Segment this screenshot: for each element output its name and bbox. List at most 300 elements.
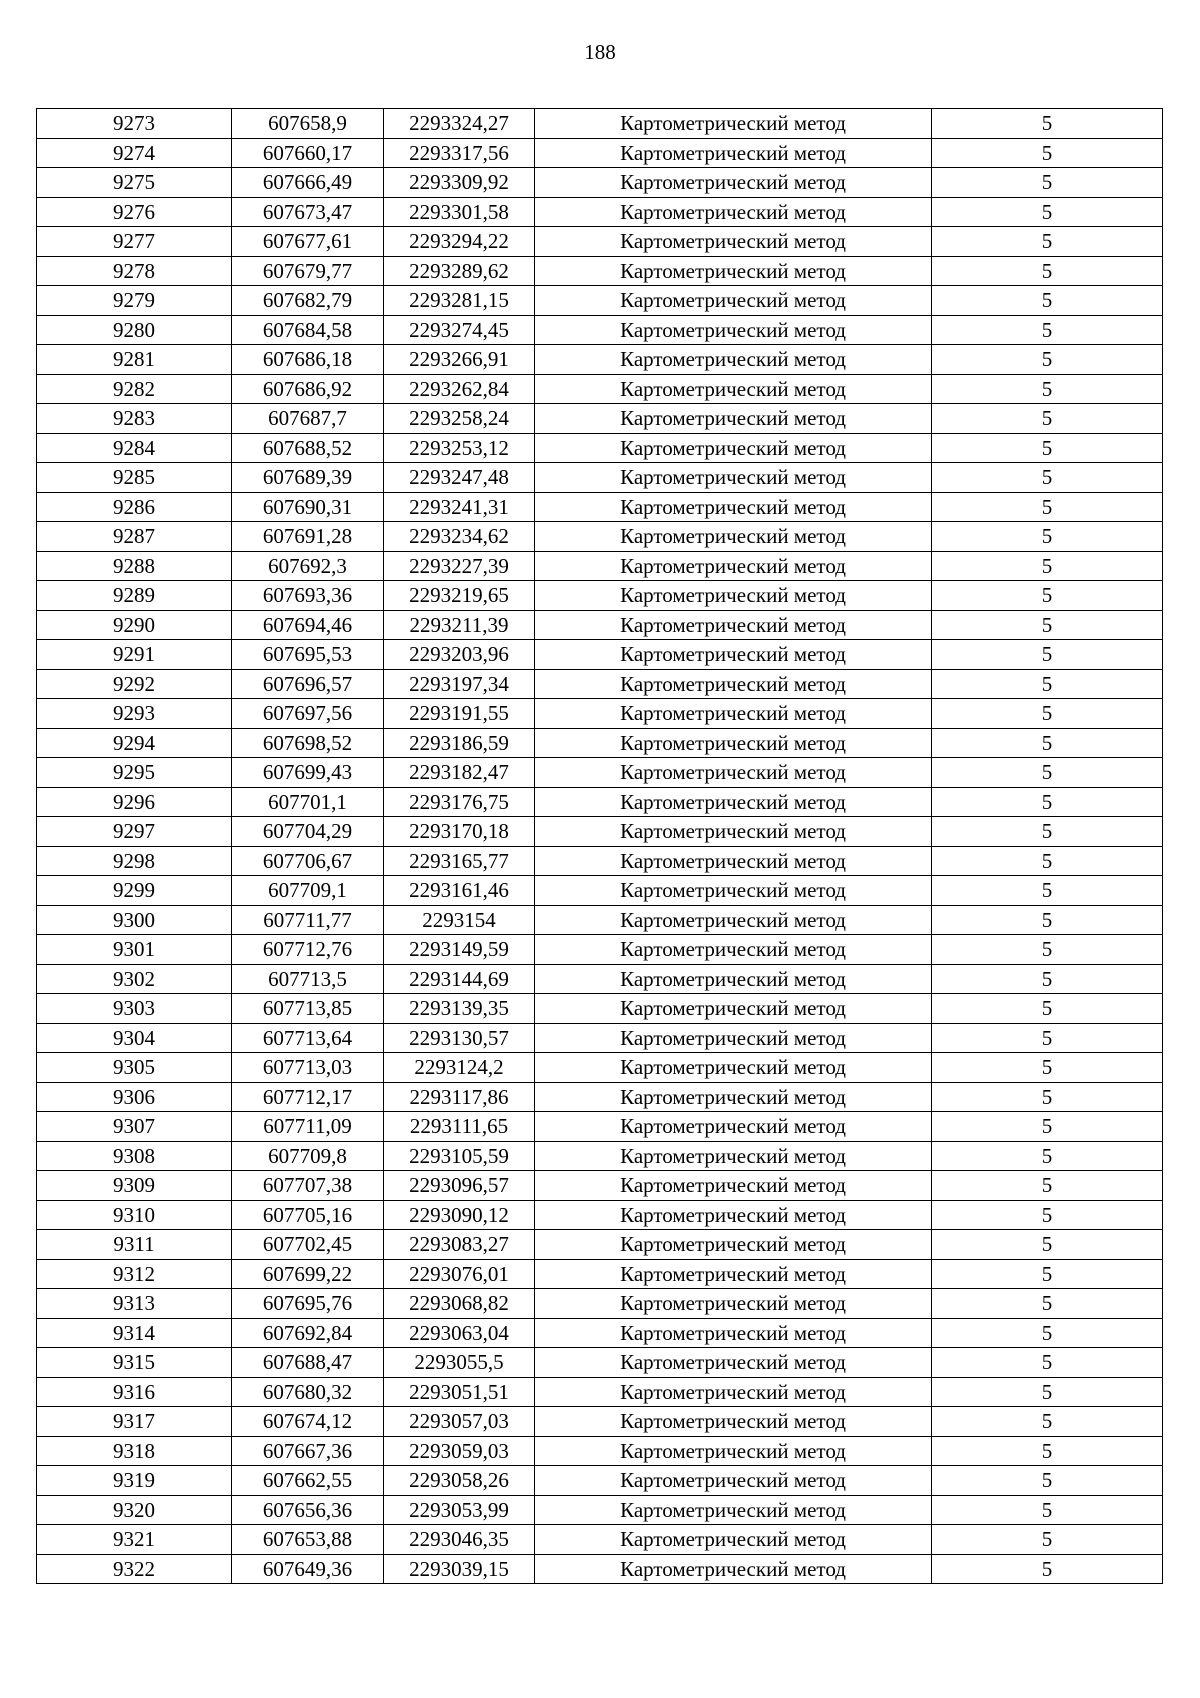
- method-cell: Картометрический метод: [535, 1053, 932, 1083]
- x-coordinate-cell: 607707,38: [232, 1171, 384, 1201]
- point-number-cell: 9305: [37, 1053, 232, 1083]
- y-coordinate-cell: 2293063,04: [384, 1318, 535, 1348]
- method-cell: Картометрический метод: [535, 1348, 932, 1378]
- point-number-cell: 9292: [37, 669, 232, 699]
- table-row: [37, 1259, 1163, 1289]
- x-coordinate-cell: 607709,8: [232, 1141, 384, 1171]
- accuracy-cell: 5: [932, 1141, 1163, 1171]
- method-cell: Картометрический метод: [535, 994, 932, 1024]
- table-row: [37, 286, 1163, 316]
- point-number-cell: 9302: [37, 964, 232, 994]
- table-row: [37, 905, 1163, 935]
- method-cell: Картометрический метод: [535, 227, 932, 257]
- y-coordinate-cell: 2293068,82: [384, 1289, 535, 1319]
- y-coordinate-cell: 2293096,57: [384, 1171, 535, 1201]
- point-number-cell: 9314: [37, 1318, 232, 1348]
- y-coordinate-cell: 2293130,57: [384, 1023, 535, 1053]
- table-row: [37, 817, 1163, 847]
- method-cell: Картометрический метод: [535, 758, 932, 788]
- accuracy-cell: 5: [932, 1289, 1163, 1319]
- x-coordinate-cell: 607696,57: [232, 669, 384, 699]
- x-coordinate-cell: 607686,18: [232, 345, 384, 375]
- x-coordinate-cell: 607677,61: [232, 227, 384, 257]
- table-row: [37, 994, 1163, 1024]
- method-cell: Картометрический метод: [535, 964, 932, 994]
- method-cell: Картометрический метод: [535, 522, 932, 552]
- point-number-cell: 9283: [37, 404, 232, 434]
- accuracy-cell: 5: [932, 433, 1163, 463]
- x-coordinate-cell: 607704,29: [232, 817, 384, 847]
- method-cell: Картометрический метод: [535, 1171, 932, 1201]
- method-cell: Картометрический метод: [535, 1525, 932, 1555]
- point-number-cell: 9313: [37, 1289, 232, 1319]
- method-cell: Картометрический метод: [535, 109, 932, 139]
- y-coordinate-cell: 2293083,27: [384, 1230, 535, 1260]
- table-row: [37, 1554, 1163, 1584]
- accuracy-cell: 5: [932, 1377, 1163, 1407]
- y-coordinate-cell: 2293227,39: [384, 551, 535, 581]
- accuracy-cell: 5: [932, 315, 1163, 345]
- table-row: [37, 1407, 1163, 1437]
- method-cell: Картометрический метод: [535, 197, 932, 227]
- point-number-cell: 9319: [37, 1466, 232, 1496]
- y-coordinate-cell: 2293124,2: [384, 1053, 535, 1083]
- method-cell: Картометрический метод: [535, 1141, 932, 1171]
- point-number-cell: 9288: [37, 551, 232, 581]
- x-coordinate-cell: 607688,52: [232, 433, 384, 463]
- x-coordinate-cell: 607690,31: [232, 492, 384, 522]
- point-number-cell: 9301: [37, 935, 232, 965]
- point-number-cell: 9322: [37, 1554, 232, 1584]
- point-number-cell: 9300: [37, 905, 232, 935]
- x-coordinate-cell: 607687,7: [232, 404, 384, 434]
- x-coordinate-cell: 607706,67: [232, 846, 384, 876]
- accuracy-cell: 5: [932, 935, 1163, 965]
- x-coordinate-cell: 607693,36: [232, 581, 384, 611]
- x-coordinate-cell: 607699,22: [232, 1259, 384, 1289]
- accuracy-cell: 5: [932, 964, 1163, 994]
- table-row: [37, 1289, 1163, 1319]
- accuracy-cell: 5: [932, 522, 1163, 552]
- point-number-cell: 9286: [37, 492, 232, 522]
- accuracy-cell: 5: [932, 256, 1163, 286]
- y-coordinate-cell: 2293294,22: [384, 227, 535, 257]
- x-coordinate-cell: 607656,36: [232, 1495, 384, 1525]
- table-row: [37, 1082, 1163, 1112]
- method-cell: Картометрический метод: [535, 168, 932, 198]
- x-coordinate-cell: 607713,5: [232, 964, 384, 994]
- x-coordinate-cell: 607653,88: [232, 1525, 384, 1555]
- y-coordinate-cell: 2293203,96: [384, 640, 535, 670]
- accuracy-cell: 5: [932, 1466, 1163, 1496]
- table-row: [37, 1436, 1163, 1466]
- table-row: [37, 374, 1163, 404]
- page-number: 188: [584, 40, 616, 64]
- accuracy-cell: 5: [932, 787, 1163, 817]
- accuracy-cell: 5: [932, 669, 1163, 699]
- table-row: [37, 1200, 1163, 1230]
- table-row: [37, 1466, 1163, 1496]
- accuracy-cell: 5: [932, 728, 1163, 758]
- accuracy-cell: 5: [932, 1053, 1163, 1083]
- y-coordinate-cell: 2293253,12: [384, 433, 535, 463]
- table-row: [37, 581, 1163, 611]
- table-row: [37, 256, 1163, 286]
- point-number-cell: 9294: [37, 728, 232, 758]
- table-row: [37, 1112, 1163, 1142]
- method-cell: Картометрический метод: [535, 846, 932, 876]
- y-coordinate-cell: 2293247,48: [384, 463, 535, 493]
- y-coordinate-cell: 2293105,59: [384, 1141, 535, 1171]
- table-row: [37, 699, 1163, 729]
- y-coordinate-cell: 2293182,47: [384, 758, 535, 788]
- table-row: [37, 404, 1163, 434]
- accuracy-cell: 5: [932, 758, 1163, 788]
- x-coordinate-cell: 607701,1: [232, 787, 384, 817]
- accuracy-cell: 5: [932, 1495, 1163, 1525]
- point-number-cell: 9291: [37, 640, 232, 670]
- table-row: [37, 168, 1163, 198]
- method-cell: Картометрический метод: [535, 669, 932, 699]
- x-coordinate-cell: 607660,17: [232, 138, 384, 168]
- method-cell: Картометрический метод: [535, 1112, 932, 1142]
- table-row: [37, 935, 1163, 965]
- method-cell: Картометрический метод: [535, 404, 932, 434]
- coordinates-table: [36, 108, 1163, 1584]
- x-coordinate-cell: 607695,76: [232, 1289, 384, 1319]
- point-number-cell: 9311: [37, 1230, 232, 1260]
- y-coordinate-cell: 2293058,26: [384, 1466, 535, 1496]
- y-coordinate-cell: 2293197,34: [384, 669, 535, 699]
- accuracy-cell: 5: [932, 1082, 1163, 1112]
- point-number-cell: 9290: [37, 610, 232, 640]
- y-coordinate-cell: 2293211,39: [384, 610, 535, 640]
- method-cell: Картометрический метод: [535, 1377, 932, 1407]
- method-cell: Картометрический метод: [535, 935, 932, 965]
- x-coordinate-cell: 607691,28: [232, 522, 384, 552]
- x-coordinate-cell: 607695,53: [232, 640, 384, 670]
- point-number-cell: 9293: [37, 699, 232, 729]
- accuracy-cell: 5: [932, 1525, 1163, 1555]
- point-number-cell: 9299: [37, 876, 232, 906]
- method-cell: Картометрический метод: [535, 905, 932, 935]
- y-coordinate-cell: 2293317,56: [384, 138, 535, 168]
- y-coordinate-cell: 2293258,24: [384, 404, 535, 434]
- y-coordinate-cell: 2293161,46: [384, 876, 535, 906]
- method-cell: Картометрический метод: [535, 374, 932, 404]
- y-coordinate-cell: 2293170,18: [384, 817, 535, 847]
- y-coordinate-cell: 2293139,35: [384, 994, 535, 1024]
- method-cell: Картометрический метод: [535, 581, 932, 611]
- accuracy-cell: 5: [932, 168, 1163, 198]
- y-coordinate-cell: 2293176,75: [384, 787, 535, 817]
- method-cell: Картометрический метод: [535, 787, 932, 817]
- accuracy-cell: 5: [932, 1171, 1163, 1201]
- table-row: [37, 227, 1163, 257]
- x-coordinate-cell: 607711,77: [232, 905, 384, 935]
- x-coordinate-cell: 607673,47: [232, 197, 384, 227]
- method-cell: Картометрический метод: [535, 315, 932, 345]
- y-coordinate-cell: 2293046,35: [384, 1525, 535, 1555]
- accuracy-cell: 5: [932, 227, 1163, 257]
- point-number-cell: 9296: [37, 787, 232, 817]
- point-number-cell: 9321: [37, 1525, 232, 1555]
- x-coordinate-cell: 607713,03: [232, 1053, 384, 1083]
- point-number-cell: 9287: [37, 522, 232, 552]
- table-row: [37, 522, 1163, 552]
- method-cell: Картометрический метод: [535, 699, 932, 729]
- x-coordinate-cell: 607686,92: [232, 374, 384, 404]
- x-coordinate-cell: 607662,55: [232, 1466, 384, 1496]
- y-coordinate-cell: 2293324,27: [384, 109, 535, 139]
- accuracy-cell: 5: [932, 817, 1163, 847]
- accuracy-cell: 5: [932, 1112, 1163, 1142]
- accuracy-cell: 5: [932, 640, 1163, 670]
- y-coordinate-cell: 2293117,86: [384, 1082, 535, 1112]
- point-number-cell: 9276: [37, 197, 232, 227]
- method-cell: Картометрический метод: [535, 1554, 932, 1584]
- x-coordinate-cell: 607674,12: [232, 1407, 384, 1437]
- x-coordinate-cell: 607711,09: [232, 1112, 384, 1142]
- y-coordinate-cell: 2293262,84: [384, 374, 535, 404]
- y-coordinate-cell: 2293111,65: [384, 1112, 535, 1142]
- point-number-cell: 9303: [37, 994, 232, 1024]
- y-coordinate-cell: 2293076,01: [384, 1259, 535, 1289]
- method-cell: Картометрический метод: [535, 1082, 932, 1112]
- point-number-cell: 9295: [37, 758, 232, 788]
- point-number-cell: 9320: [37, 1495, 232, 1525]
- x-coordinate-cell: 607688,47: [232, 1348, 384, 1378]
- accuracy-cell: 5: [932, 581, 1163, 611]
- accuracy-cell: 5: [932, 1348, 1163, 1378]
- table-row: [37, 1171, 1163, 1201]
- table-row: [37, 492, 1163, 522]
- point-number-cell: 9308: [37, 1141, 232, 1171]
- point-number-cell: 9281: [37, 345, 232, 375]
- table-row: [37, 109, 1163, 139]
- point-number-cell: 9316: [37, 1377, 232, 1407]
- y-coordinate-cell: 2293274,45: [384, 315, 535, 345]
- x-coordinate-cell: 607692,84: [232, 1318, 384, 1348]
- point-number-cell: 9285: [37, 463, 232, 493]
- table-row: [37, 315, 1163, 345]
- method-cell: Картометрический метод: [535, 1023, 932, 1053]
- method-cell: Картометрический метод: [535, 876, 932, 906]
- x-coordinate-cell: 607684,58: [232, 315, 384, 345]
- accuracy-cell: 5: [932, 463, 1163, 493]
- point-number-cell: 9317: [37, 1407, 232, 1437]
- table-row: [37, 728, 1163, 758]
- x-coordinate-cell: 607649,36: [232, 1554, 384, 1584]
- y-coordinate-cell: 2293057,03: [384, 1407, 535, 1437]
- x-coordinate-cell: 607712,17: [232, 1082, 384, 1112]
- point-number-cell: 9310: [37, 1200, 232, 1230]
- y-coordinate-cell: 2293149,59: [384, 935, 535, 965]
- table-row: [37, 433, 1163, 463]
- x-coordinate-cell: 607680,32: [232, 1377, 384, 1407]
- point-number-cell: 9297: [37, 817, 232, 847]
- method-cell: Картометрический метод: [535, 492, 932, 522]
- y-coordinate-cell: 2293309,92: [384, 168, 535, 198]
- table-row: [37, 1377, 1163, 1407]
- method-cell: Картометрический метод: [535, 1200, 932, 1230]
- point-number-cell: 9307: [37, 1112, 232, 1142]
- point-number-cell: 9279: [37, 286, 232, 316]
- table-row: [37, 345, 1163, 375]
- table-row: [37, 1053, 1163, 1083]
- accuracy-cell: 5: [932, 1230, 1163, 1260]
- x-coordinate-cell: 607713,64: [232, 1023, 384, 1053]
- accuracy-cell: 5: [932, 994, 1163, 1024]
- accuracy-cell: 5: [932, 1318, 1163, 1348]
- method-cell: Картометрический метод: [535, 463, 932, 493]
- y-coordinate-cell: 2293055,5: [384, 1348, 535, 1378]
- method-cell: Картометрический метод: [535, 1436, 932, 1466]
- accuracy-cell: 5: [932, 876, 1163, 906]
- coordinates-table-body: [37, 109, 1163, 1584]
- y-coordinate-cell: 2293266,91: [384, 345, 535, 375]
- table-row: [37, 1525, 1163, 1555]
- x-coordinate-cell: 607666,49: [232, 168, 384, 198]
- point-number-cell: 9280: [37, 315, 232, 345]
- table-row: [37, 846, 1163, 876]
- point-number-cell: 9312: [37, 1259, 232, 1289]
- method-cell: Картометрический метод: [535, 551, 932, 581]
- table-row: [37, 1348, 1163, 1378]
- accuracy-cell: 5: [932, 374, 1163, 404]
- method-cell: Картометрический метод: [535, 345, 932, 375]
- table-row: [37, 610, 1163, 640]
- accuracy-cell: 5: [932, 846, 1163, 876]
- method-cell: Картометрический метод: [535, 1318, 932, 1348]
- y-coordinate-cell: 2293059,03: [384, 1436, 535, 1466]
- accuracy-cell: 5: [932, 1259, 1163, 1289]
- method-cell: Картометрический метод: [535, 1466, 932, 1496]
- point-number-cell: 9289: [37, 581, 232, 611]
- point-number-cell: 9318: [37, 1436, 232, 1466]
- table-row: [37, 1023, 1163, 1053]
- x-coordinate-cell: 607667,36: [232, 1436, 384, 1466]
- accuracy-cell: 5: [932, 1200, 1163, 1230]
- accuracy-cell: 5: [932, 551, 1163, 581]
- table-row: [37, 463, 1163, 493]
- y-coordinate-cell: 2293051,51: [384, 1377, 535, 1407]
- table-row: [37, 197, 1163, 227]
- table-row: [37, 669, 1163, 699]
- y-coordinate-cell: 2293039,15: [384, 1554, 535, 1584]
- method-cell: Картометрический метод: [535, 640, 932, 670]
- y-coordinate-cell: 2293241,31: [384, 492, 535, 522]
- x-coordinate-cell: 607694,46: [232, 610, 384, 640]
- y-coordinate-cell: 2293090,12: [384, 1200, 535, 1230]
- y-coordinate-cell: 2293281,15: [384, 286, 535, 316]
- y-coordinate-cell: 2293191,55: [384, 699, 535, 729]
- accuracy-cell: 5: [932, 138, 1163, 168]
- table-row: [37, 1318, 1163, 1348]
- y-coordinate-cell: 2293154: [384, 905, 535, 935]
- table-row: [37, 758, 1163, 788]
- x-coordinate-cell: 607658,9: [232, 109, 384, 139]
- accuracy-cell: 5: [932, 699, 1163, 729]
- x-coordinate-cell: 607692,3: [232, 551, 384, 581]
- accuracy-cell: 5: [932, 109, 1163, 139]
- accuracy-cell: 5: [932, 404, 1163, 434]
- y-coordinate-cell: 2293053,99: [384, 1495, 535, 1525]
- table-row: [37, 1495, 1163, 1525]
- table-row: [37, 640, 1163, 670]
- point-number-cell: 9304: [37, 1023, 232, 1053]
- x-coordinate-cell: 607705,16: [232, 1200, 384, 1230]
- method-cell: Картометрический метод: [535, 817, 932, 847]
- accuracy-cell: 5: [932, 197, 1163, 227]
- method-cell: Картометрический метод: [535, 138, 932, 168]
- point-number-cell: 9309: [37, 1171, 232, 1201]
- accuracy-cell: 5: [932, 1436, 1163, 1466]
- method-cell: Картометрический метод: [535, 1495, 932, 1525]
- method-cell: Картометрический метод: [535, 286, 932, 316]
- accuracy-cell: 5: [932, 610, 1163, 640]
- point-number-cell: 9274: [37, 138, 232, 168]
- accuracy-cell: 5: [932, 286, 1163, 316]
- method-cell: Картометрический метод: [535, 610, 932, 640]
- accuracy-cell: 5: [932, 492, 1163, 522]
- method-cell: Картометрический метод: [535, 1407, 932, 1437]
- y-coordinate-cell: 2293301,58: [384, 197, 535, 227]
- x-coordinate-cell: 607713,85: [232, 994, 384, 1024]
- x-coordinate-cell: 607689,39: [232, 463, 384, 493]
- table-row: [37, 964, 1163, 994]
- point-number-cell: 9273: [37, 109, 232, 139]
- table-row: [37, 876, 1163, 906]
- x-coordinate-cell: 607682,79: [232, 286, 384, 316]
- table-row: [37, 1230, 1163, 1260]
- y-coordinate-cell: 2293165,77: [384, 846, 535, 876]
- method-cell: Картометрический метод: [535, 1259, 932, 1289]
- x-coordinate-cell: 607697,56: [232, 699, 384, 729]
- point-number-cell: 9284: [37, 433, 232, 463]
- y-coordinate-cell: 2293144,69: [384, 964, 535, 994]
- accuracy-cell: 5: [932, 1554, 1163, 1584]
- accuracy-cell: 5: [932, 905, 1163, 935]
- point-number-cell: 9277: [37, 227, 232, 257]
- table-row: [37, 138, 1163, 168]
- y-coordinate-cell: 2293219,65: [384, 581, 535, 611]
- x-coordinate-cell: 607702,45: [232, 1230, 384, 1260]
- x-coordinate-cell: 607679,77: [232, 256, 384, 286]
- point-number-cell: 9282: [37, 374, 232, 404]
- point-number-cell: 9315: [37, 1348, 232, 1378]
- method-cell: Картометрический метод: [535, 433, 932, 463]
- x-coordinate-cell: 607709,1: [232, 876, 384, 906]
- accuracy-cell: 5: [932, 345, 1163, 375]
- point-number-cell: 9298: [37, 846, 232, 876]
- accuracy-cell: 5: [932, 1023, 1163, 1053]
- accuracy-cell: 5: [932, 1407, 1163, 1437]
- point-number-cell: 9306: [37, 1082, 232, 1112]
- table-row: [37, 1141, 1163, 1171]
- x-coordinate-cell: 607698,52: [232, 728, 384, 758]
- y-coordinate-cell: 2293289,62: [384, 256, 535, 286]
- method-cell: Картометрический метод: [535, 256, 932, 286]
- point-number-cell: 9278: [37, 256, 232, 286]
- y-coordinate-cell: 2293234,62: [384, 522, 535, 552]
- x-coordinate-cell: 607699,43: [232, 758, 384, 788]
- method-cell: Картометрический метод: [535, 1230, 932, 1260]
- x-coordinate-cell: 607712,76: [232, 935, 384, 965]
- table-row: [37, 551, 1163, 581]
- point-number-cell: 9275: [37, 168, 232, 198]
- method-cell: Картометрический метод: [535, 728, 932, 758]
